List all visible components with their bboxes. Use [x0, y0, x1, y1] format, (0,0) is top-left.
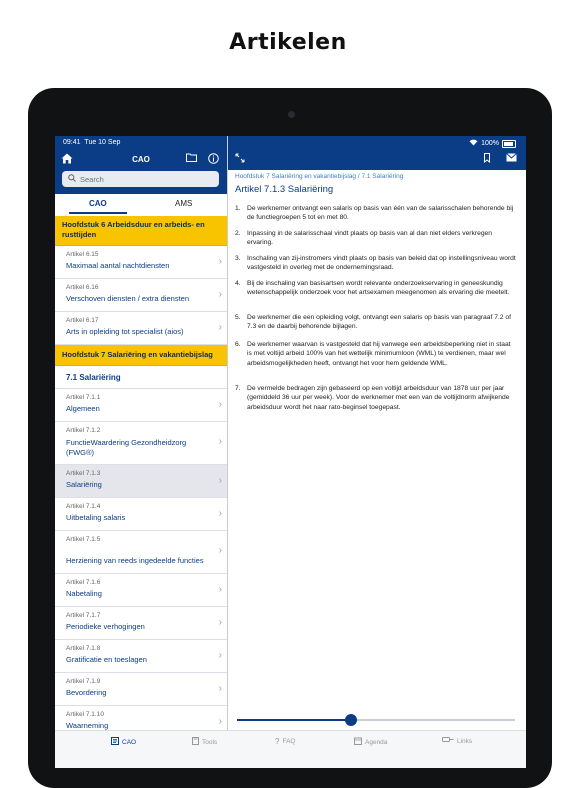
list-item[interactable] — [55, 607, 227, 640]
article-number: Artikel 7.1.4 — [66, 503, 101, 510]
article-title: FunctieWaardering Gezondheidzorg (FWG®) — [66, 438, 187, 457]
article-title: Nabetaling — [66, 589, 102, 598]
sidebar-navbar — [55, 150, 227, 170]
tab-bar-tools[interactable] — [192, 737, 217, 747]
search-input[interactable] — [62, 171, 219, 187]
battery-percent: 100% — [481, 140, 499, 147]
tab-bar-faq[interactable] — [275, 737, 295, 746]
sidebar-title: CAO — [132, 155, 150, 164]
section-title: 7.1 Salariëring — [66, 373, 121, 382]
tab-bar-label: FAQ — [282, 738, 296, 745]
article-number: Artikel 7.1.10 — [66, 711, 104, 718]
paragraph-text: De vermelde bedragen zijn gebaseerd op een voltijd arbeidsduur van 1878 uur per jaar (gemiddeld 36 uur per week). Voor de werknemer met een van de voltijdnorm afwijkende arbeidsduur wordt het naar rato-beginsel toegepast. — [247, 385, 510, 411]
search-icon — [68, 174, 76, 184]
list-item[interactable] — [55, 422, 227, 465]
search-bar-area — [55, 170, 227, 194]
tab-ams[interactable]: AMS — [175, 199, 193, 208]
article-title: Verschoven diensten / extra diensten — [66, 294, 189, 303]
chevron-right-icon: › — [218, 683, 222, 694]
tab-bar-cao[interactable] — [111, 737, 136, 747]
article-number: Artikel 7.1.5 — [66, 536, 101, 543]
paragraph-number: 4. — [235, 280, 241, 287]
article-number: Artikel 7.1.3 — [66, 470, 101, 477]
date: Tue 10 Sep — [84, 139, 121, 146]
chapter-header[interactable] — [55, 345, 227, 366]
article-title: Herziening van reeds ingedeelde functies — [66, 556, 204, 565]
clock: 09:41 — [63, 139, 81, 146]
list-item[interactable] — [55, 498, 227, 531]
app-screen — [55, 136, 526, 768]
paragraph-text: De werknemer waarvan is vastgesteld dat hij vanwege een arbeidsbeperking niet in staat is met voltijd arbeid 100% van het wettelijk minimumloon (WML) te verdienen, maar wel arbeidsmogelijkheden heeft, ontvangt het voor hem geldende WML. — [247, 341, 511, 367]
article-number: Artikel 6.16 — [66, 284, 99, 291]
article-number: Artikel 7.1.1 — [66, 394, 101, 401]
paragraph-number: 6. — [235, 341, 241, 348]
slider-thumb[interactable] — [345, 714, 357, 726]
list-item-selected[interactable] — [55, 465, 227, 498]
chapter-header[interactable] — [55, 216, 227, 246]
chevron-right-icon: › — [218, 475, 222, 486]
article-number: Artikel 7.1.6 — [66, 579, 101, 586]
font-size-slider[interactable] — [228, 136, 526, 768]
tab-bar-label: CAO — [122, 738, 137, 746]
info-icon[interactable] — [208, 153, 219, 168]
tab-bar-links[interactable] — [442, 737, 472, 746]
article-title: Gratificatie en toeslagen — [66, 655, 147, 664]
chevron-right-icon: › — [218, 617, 222, 628]
question-icon: ? — [275, 737, 280, 746]
paragraph-text: De werknemer ontvangt een salaris op basis van één van de salarisschalen behorende bij de functiegroepen 5 tot en met 80. — [247, 205, 514, 222]
article-number: Artikel 7.1.2 — [66, 427, 101, 434]
paragraph-number: 1. — [235, 205, 241, 212]
chevron-right-icon: › — [218, 650, 222, 661]
status-time — [63, 139, 120, 146]
active-tab-indicator — [69, 212, 127, 214]
chapter-title: Hoofdstuk 7 Salariëring en vakantiebijslag — [62, 350, 213, 359]
chevron-right-icon: › — [218, 508, 222, 519]
list-item[interactable] — [55, 312, 227, 345]
front-camera — [288, 111, 295, 118]
paragraph-text: Bij de inschaling van basisartsen wordt relevante onderzoekservaring in geneeskundig wetenschappelijk onderzoek voor het artsexamen meegenomen als ervaring die meetelt. — [247, 280, 510, 297]
paragraph-text: Inschaling van zij-instromers vindt plaats op basis van beleid dat op instellingsniveau wordt vastgesteld in overleg met de ondernemingsraad. — [247, 255, 516, 272]
article-number: Artikel 6.17 — [66, 317, 99, 324]
book-icon — [111, 737, 119, 747]
bottom-tab-bar — [55, 730, 526, 768]
chevron-right-icon: › — [218, 716, 222, 727]
search-placeholder: Search — [80, 174, 104, 184]
paragraph-number: 3. — [235, 255, 241, 262]
chevron-right-icon: › — [218, 322, 222, 333]
list-item[interactable] — [55, 673, 227, 706]
segment-tabs — [55, 194, 227, 216]
chevron-right-icon: › — [218, 584, 222, 595]
article-title: Artikel 7.1.3 Salariëring — [235, 184, 334, 195]
section-header[interactable] — [55, 366, 227, 389]
paragraph-number: 7. — [235, 385, 241, 392]
article-title: Arts in opleiding tot specialist (aios) — [66, 327, 184, 336]
paragraph-text: Inpassing in de salarisschaal vindt plaats op basis van al dan niet elders verkregen ervaring. — [247, 230, 492, 247]
list-item[interactable] — [55, 531, 227, 574]
chevron-right-icon: › — [218, 289, 222, 300]
article-title: Algemeen — [66, 404, 100, 413]
article-number: Artikel 7.1.7 — [66, 612, 101, 619]
paragraph-text: De werknemer die een opleiding volgt, ontvangt een salaris op basis van paragraaf 7.2 of 7.3 en de daarbij behorende bijlagen. — [247, 314, 511, 331]
article-title: Salariëring — [66, 480, 102, 489]
article-number: Artikel 7.1.8 — [66, 645, 101, 652]
tab-bar-agenda[interactable] — [354, 737, 387, 747]
page-heading: Artikelen — [229, 30, 347, 55]
tab-bar-label: Tools — [202, 738, 218, 746]
folder-icon[interactable] — [186, 153, 197, 166]
chapter-title: Hoofdstuk 6 Arbeidsduur en arbeids- en rusttijden — [62, 220, 205, 239]
article-list — [55, 216, 227, 739]
chevron-right-icon: › — [218, 399, 222, 410]
article-title: Maximaal aantal nachtdiensten — [66, 261, 170, 270]
list-item[interactable] — [55, 279, 227, 312]
article-title: Periodieke verhogingen — [66, 622, 145, 631]
breadcrumb[interactable]: Hoofdstuk 7 Salariëring en vakantiebijslag / 7.1 Salariëring — [235, 173, 404, 180]
calculator-icon — [192, 737, 199, 747]
list-item[interactable] — [55, 389, 227, 422]
chevron-right-icon: › — [218, 436, 222, 447]
tab-bar-label: Agenda — [365, 738, 388, 746]
article-number: Artikel 6.15 — [66, 251, 99, 258]
tab-bar-label: Links — [457, 738, 473, 745]
article-title: Waarneming — [66, 721, 109, 730]
paragraph-number: 5. — [235, 314, 241, 321]
chevron-right-icon: › — [218, 256, 222, 267]
calendar-icon — [354, 737, 362, 747]
article-number: Artikel 7.1.9 — [66, 678, 101, 685]
tab-cao[interactable]: CAO — [89, 199, 107, 208]
list-item[interactable] — [55, 246, 227, 279]
slider-fill — [237, 719, 351, 721]
chevron-right-icon: › — [218, 545, 222, 556]
list-item[interactable] — [55, 574, 227, 607]
list-item[interactable] — [55, 640, 227, 673]
paragraph-number: 2. — [235, 230, 241, 237]
article-title: Uitbetaling salaris — [66, 513, 126, 522]
link-icon — [442, 737, 454, 746]
article-title: Bevordering — [66, 688, 107, 697]
